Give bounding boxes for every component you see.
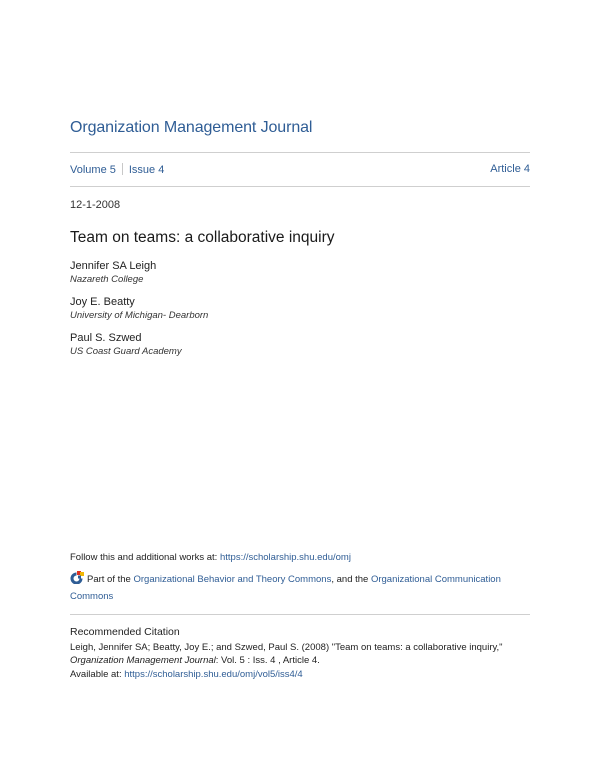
journal-title-link[interactable]: Organization Management Journal xyxy=(70,119,313,136)
author-3 xyxy=(70,331,182,358)
follow-line xyxy=(70,552,351,563)
author-1 xyxy=(70,259,156,286)
divider-top xyxy=(70,152,530,153)
author-name: Paul S. Szwed xyxy=(70,332,142,344)
author-affiliation: University of Michigan- Dearborn xyxy=(70,310,209,321)
bepress-commons-icon xyxy=(70,571,84,584)
part-of-text: Part of the xyxy=(87,574,134,585)
author-name: Jennifer SA Leigh xyxy=(70,260,157,272)
follow-text: Follow this and additional works at: xyxy=(70,552,220,563)
citation-line-1: Leigh, Jennifer SA; Beatty, Joy E.; and Szwed, Paul S. (2008) "Team on teams: a collaborative inquiry," xyxy=(70,641,503,653)
part-of-line xyxy=(70,571,532,605)
article-title: Team on teams: a collaborative inquiry xyxy=(70,229,335,246)
follow-link[interactable]: https://scholarship.shu.edu/omj xyxy=(219,552,351,563)
available-text: Available at: xyxy=(70,668,125,680)
divider-middle xyxy=(70,186,530,187)
author-affiliation: US Coast Guard Academy xyxy=(70,346,182,357)
citation-journal: Organization Management Journal xyxy=(70,655,216,666)
and-the-text: , and the xyxy=(331,574,371,585)
commons-link-communication[interactable]: Organizational Communication Commons xyxy=(70,574,501,602)
publication-date: 12-1-2008 xyxy=(70,199,121,211)
author-affiliation: Nazareth College xyxy=(70,274,144,285)
author-2 xyxy=(70,295,208,322)
available-link[interactable]: https://scholarship.shu.edu/omj/vol5/iss4/4 xyxy=(124,668,303,680)
citation-heading: Recommended Citation xyxy=(70,626,180,638)
author-name: Joy E. Beatty xyxy=(70,296,135,308)
recommended-citation xyxy=(70,626,532,681)
commons-link-behavior-theory[interactable]: Organizational Behavior and Theory Commons xyxy=(133,574,332,585)
divider-bottom xyxy=(70,614,530,615)
citation-line-2: : Vol. 5 : Iss. 4 , Article 4. xyxy=(215,655,320,666)
volume-link[interactable]: Volume 5 xyxy=(70,164,116,176)
issue-link[interactable]: Issue 4 xyxy=(128,164,165,176)
separator xyxy=(122,163,123,175)
volume-issue-row xyxy=(70,163,530,176)
article-link[interactable]: Article 4 xyxy=(490,163,530,175)
